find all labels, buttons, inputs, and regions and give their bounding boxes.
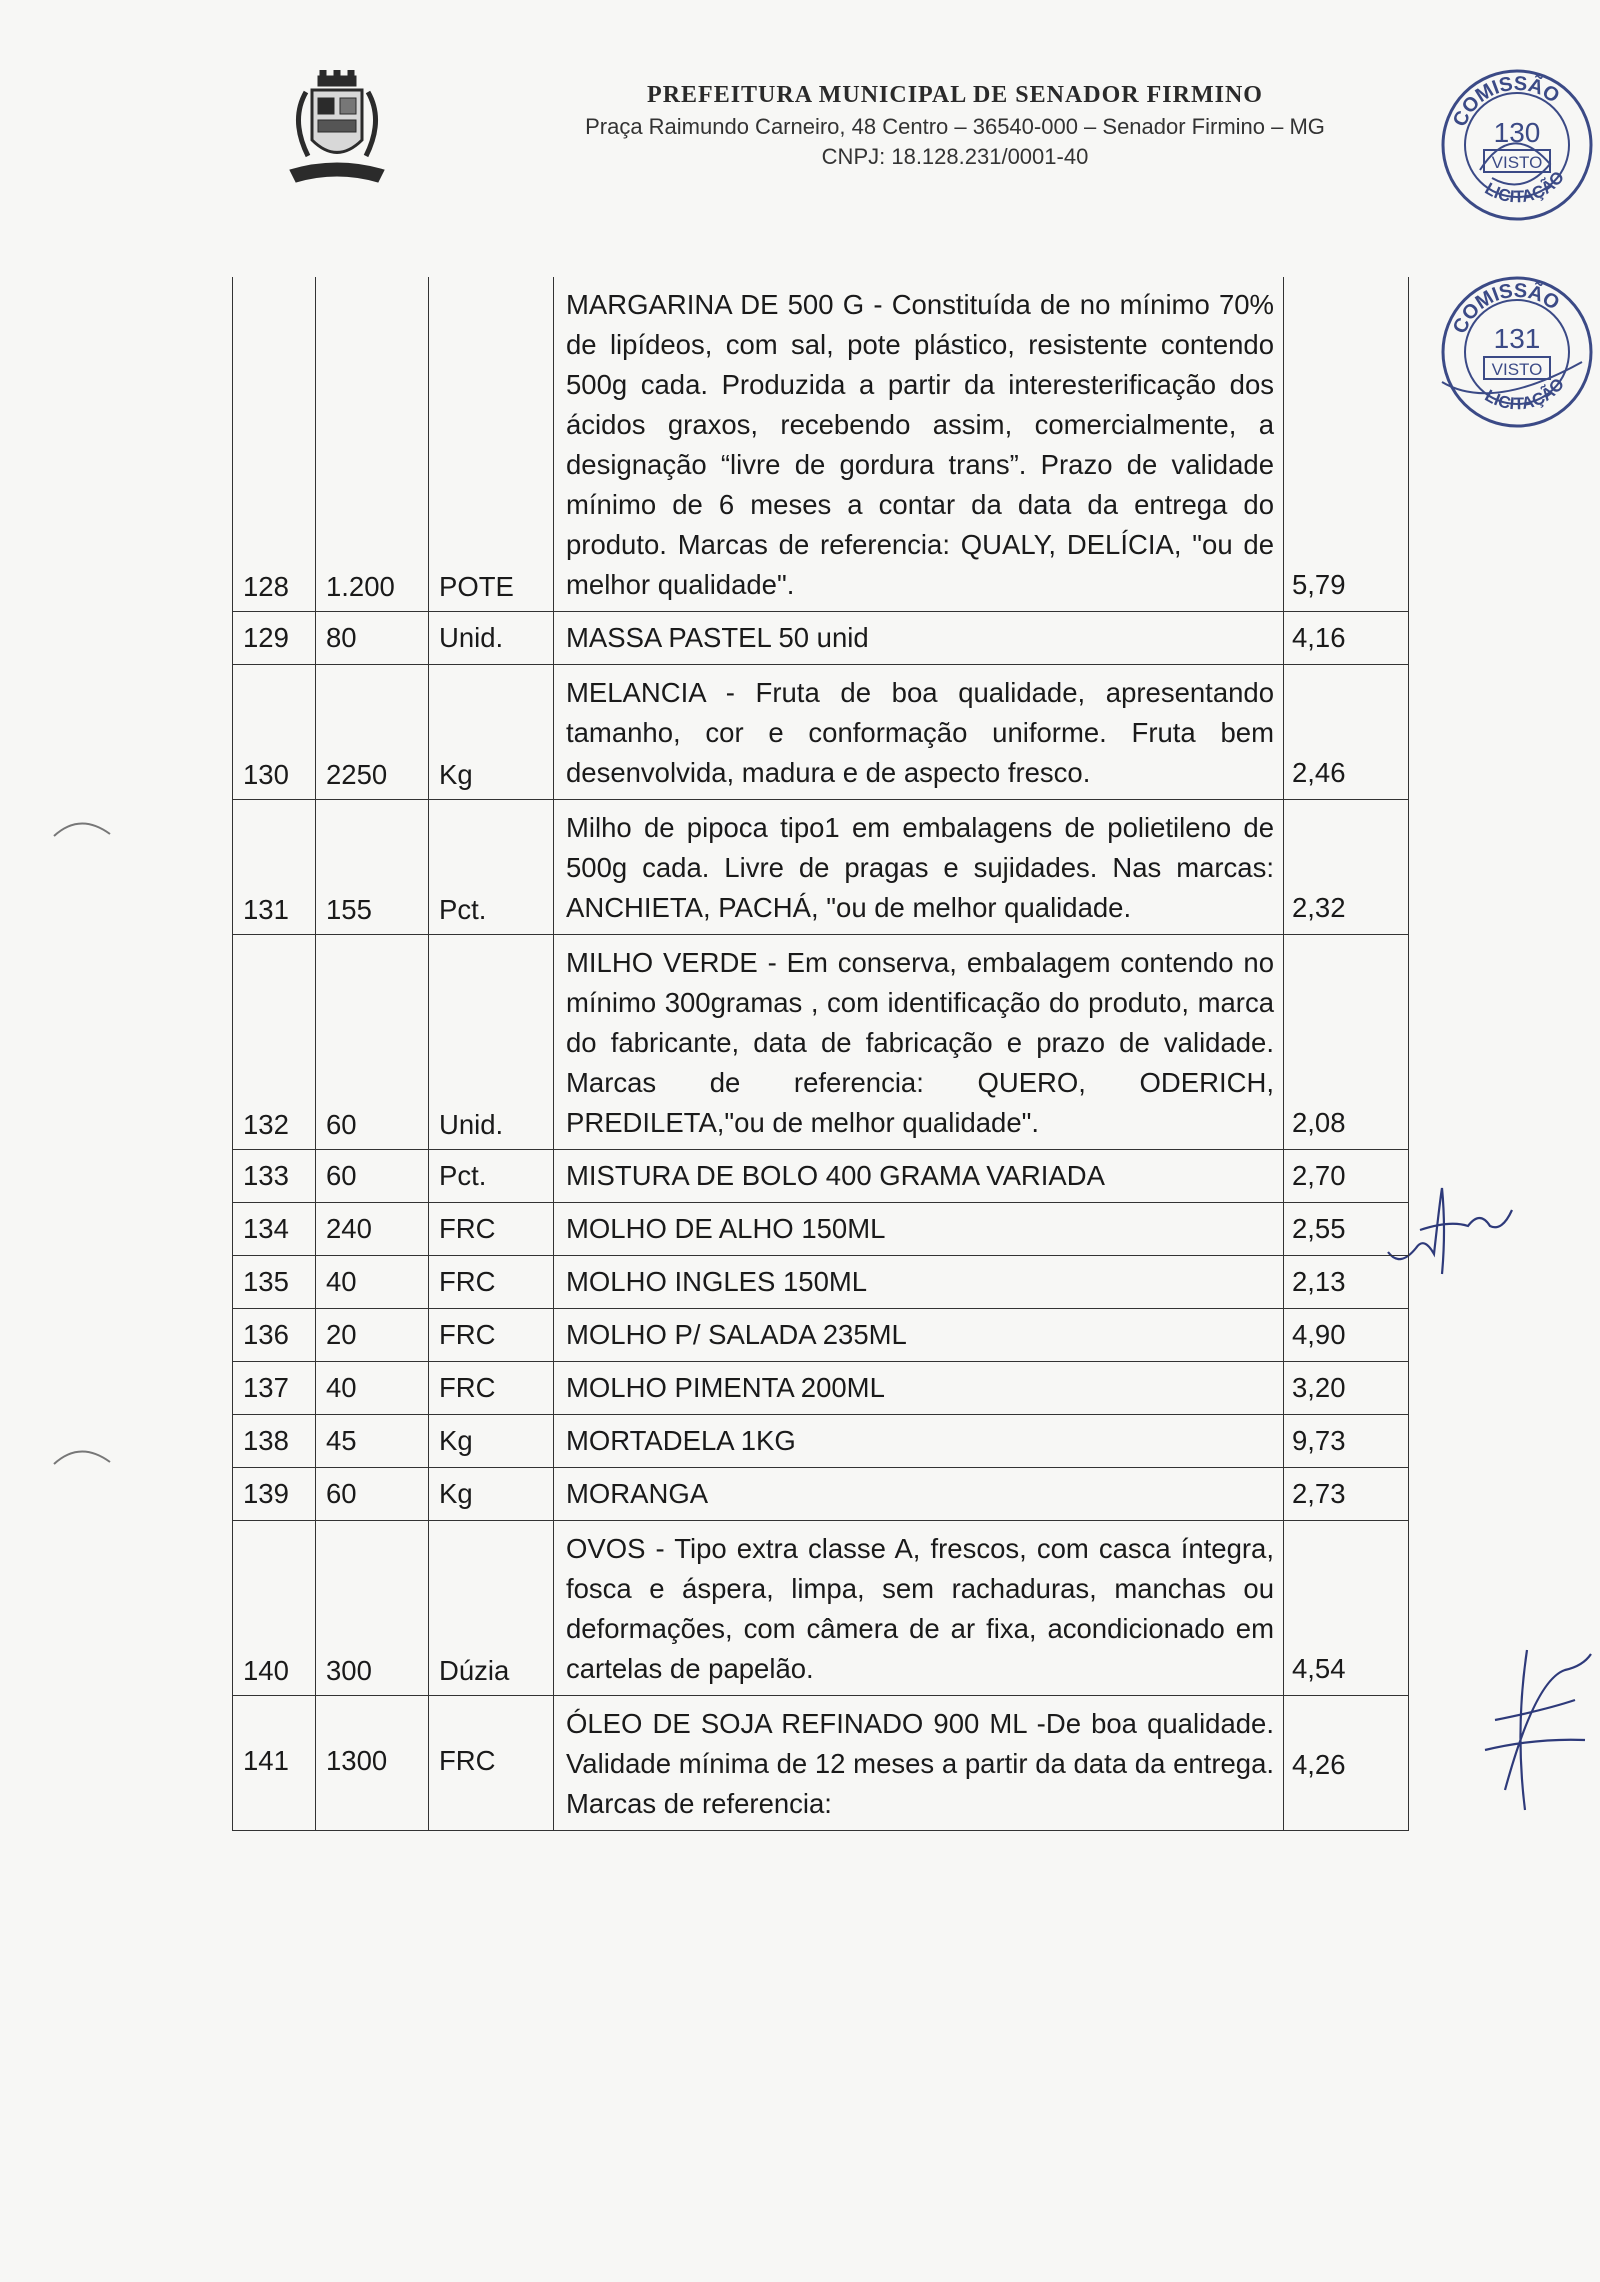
item-number: 138 xyxy=(233,1415,316,1468)
table-row xyxy=(233,1203,1409,1256)
item-unit: FRC xyxy=(429,1309,554,1362)
item-description: ÓLEO DE SOJA REFINADO 900 ML -De boa qualidade. Validade mínima de 12 meses a partir da data da entrega. Marcas de referencia: xyxy=(554,1696,1284,1831)
item-unit: FRC xyxy=(429,1696,554,1831)
item-unit: Kg xyxy=(429,1468,554,1521)
item-number: 139 xyxy=(233,1468,316,1521)
item-quantity: 155 xyxy=(316,800,429,935)
organization-name: PREFEITURA MUNICIPAL DE SENADOR FIRMINO xyxy=(647,82,1263,108)
item-quantity: 40 xyxy=(316,1256,429,1309)
item-quantity: 1300 xyxy=(316,1696,429,1831)
svg-text:LICITAÇÃO xyxy=(1482,375,1568,414)
item-price: 2,32 xyxy=(1284,800,1409,935)
item-description: Milho de pipoca tipo1 em embalagens de polietileno de 500g cada. Livre de pragas e sujidades. Nas marcas: ANCHIETA, PACHÁ, "ou de melhor qualidade. xyxy=(554,800,1284,935)
stamp-label: COMISSÃO xyxy=(1448,72,1564,131)
handwritten-initials xyxy=(1465,1640,1600,1820)
item-unit: Kg xyxy=(429,1415,554,1468)
item-price: 2,73 xyxy=(1284,1468,1409,1521)
organization-cnpj: CNPJ: 18.128.231/0001-40 xyxy=(821,144,1089,169)
item-price: 5,79 xyxy=(1284,277,1409,612)
item-number: 132 xyxy=(233,935,316,1150)
item-price: 4,54 xyxy=(1284,1521,1409,1696)
item-number: 134 xyxy=(233,1203,316,1256)
item-price: 4,16 xyxy=(1284,612,1409,665)
item-description: MISTURA DE BOLO 400 GRAMA VARIADA xyxy=(554,1150,1284,1203)
item-description: MOLHO DE ALHO 150ML xyxy=(554,1203,1284,1256)
table-row xyxy=(233,1415,1409,1468)
table-row xyxy=(233,1256,1409,1309)
table-row xyxy=(233,1150,1409,1203)
item-unit: FRC xyxy=(429,1203,554,1256)
item-number: 129 xyxy=(233,612,316,665)
item-number: 141 xyxy=(233,1696,316,1831)
item-description: MARGARINA DE 500 G - Constituída de no mínimo 70% de lipídeos, com sal, pote plástico, resistente contendo 500g cada. Produzida a partir da interesterificação dos ácidos graxos, recebendo assim, comercialmente, a designação “livre de gordura trans”. Prazo de validade mínimo de 6 meses a contar da data da entrega do produto. Marcas de referencia: QUALY, DELÍCIA, "ou de melhor qualidade". xyxy=(554,277,1284,612)
item-description: MASSA PASTEL 50 unid xyxy=(554,612,1284,665)
item-description: MOLHO INGLES 150ML xyxy=(554,1256,1284,1309)
item-quantity: 60 xyxy=(316,1150,429,1203)
item-description: MORTADELA 1KG xyxy=(554,1415,1284,1468)
item-unit: FRC xyxy=(429,1362,554,1415)
item-price: 2,70 xyxy=(1284,1150,1409,1203)
item-unit: Kg xyxy=(429,665,554,800)
coat-of-arms-logo xyxy=(282,70,392,200)
item-description: MOLHO P/ SALADA 235ML xyxy=(554,1309,1284,1362)
item-unit: Unid. xyxy=(429,935,554,1150)
stamp-label: COMISSÃO xyxy=(1448,279,1564,338)
item-quantity: 300 xyxy=(316,1521,429,1696)
item-price: 9,73 xyxy=(1284,1415,1409,1468)
table-row xyxy=(233,1362,1409,1415)
stamp-bottom: LICITAÇÃO xyxy=(1481,167,1569,207)
item-quantity: 20 xyxy=(316,1309,429,1362)
table-row xyxy=(233,612,1409,665)
table-row xyxy=(233,1696,1409,1831)
items-table xyxy=(232,277,1409,1831)
table-row xyxy=(233,935,1409,1150)
page-header xyxy=(0,0,1600,200)
item-quantity: 1.200 xyxy=(316,277,429,612)
item-number: 133 xyxy=(233,1150,316,1203)
item-quantity: 60 xyxy=(316,935,429,1150)
item-price: 2,46 xyxy=(1284,665,1409,800)
svg-text:LICITAÇÃO xyxy=(1482,168,1568,207)
item-unit: Pct. xyxy=(429,1150,554,1203)
item-quantity: 80 xyxy=(316,612,429,665)
item-unit: Unid. xyxy=(429,612,554,665)
item-price: 2,55 xyxy=(1284,1203,1409,1256)
item-description: MORANGA xyxy=(554,1468,1284,1521)
item-unit: Dúzia xyxy=(429,1521,554,1696)
item-quantity: 45 xyxy=(316,1415,429,1468)
stamp-visto: VISTO xyxy=(1491,360,1543,379)
item-description: MILHO VERDE - Em conserva, embalagem contendo no mínimo 300gramas , com identificação do produto, marca do fabricante, data de fabricação e prazo de validade. Marcas de referencia: QUERO, ODERICH, PREDILETA,"ou de melhor qualidade". xyxy=(554,935,1284,1150)
item-number: 136 xyxy=(233,1309,316,1362)
item-quantity: 2250 xyxy=(316,665,429,800)
item-quantity: 60 xyxy=(316,1468,429,1521)
table-row xyxy=(233,277,1409,612)
stamp-bottom: LICITAÇÃO xyxy=(1481,374,1569,414)
item-number: 130 xyxy=(233,665,316,800)
item-number: 137 xyxy=(233,1362,316,1415)
item-number: 140 xyxy=(233,1521,316,1696)
item-number: 128 xyxy=(233,277,316,612)
stamp-number: 130 xyxy=(1493,117,1541,148)
punch-hole-mark xyxy=(52,810,112,840)
stamp-visto: VISTO xyxy=(1491,153,1543,172)
table-row xyxy=(233,1521,1409,1696)
punch-hole-mark xyxy=(52,1438,112,1468)
table-row xyxy=(233,1309,1409,1362)
item-quantity: 40 xyxy=(316,1362,429,1415)
item-description: MOLHO PIMENTA 200ML xyxy=(554,1362,1284,1415)
stamp-number: 131 xyxy=(1493,323,1541,354)
item-price: 2,13 xyxy=(1284,1256,1409,1309)
item-quantity: 240 xyxy=(316,1203,429,1256)
item-price: 2,08 xyxy=(1284,935,1409,1150)
item-description: MELANCIA - Fruta de boa qualidade, apresentando tamanho, cor e conformação uniforme. Fruta bem desenvolvida, madura e de aspecto fresco. xyxy=(554,665,1284,800)
table-row xyxy=(233,665,1409,800)
table-row xyxy=(233,800,1409,935)
item-unit: POTE xyxy=(429,277,554,612)
item-unit: Pct. xyxy=(429,800,554,935)
table-row xyxy=(233,1468,1409,1521)
item-price: 4,26 xyxy=(1284,1696,1409,1831)
item-unit: FRC xyxy=(429,1256,554,1309)
item-number: 131 xyxy=(233,800,316,935)
item-price: 3,20 xyxy=(1284,1362,1409,1415)
organization-address: Praça Raimundo Carneiro, 48 Centro – 36540-000 – Senador Firmino – MG xyxy=(585,114,1325,139)
commission-stamp-second xyxy=(1432,262,1600,442)
commission-stamp xyxy=(1432,60,1600,230)
item-number: 135 xyxy=(233,1256,316,1309)
item-description: OVOS - Tipo extra classe A, frescos, com casca íntegra, fosca e áspera, limpa, sem rachaduras, manchas ou deformações, com câmera de ar fixa, acondicionado em cartelas de papelão. xyxy=(554,1521,1284,1696)
item-price: 4,90 xyxy=(1284,1309,1409,1362)
